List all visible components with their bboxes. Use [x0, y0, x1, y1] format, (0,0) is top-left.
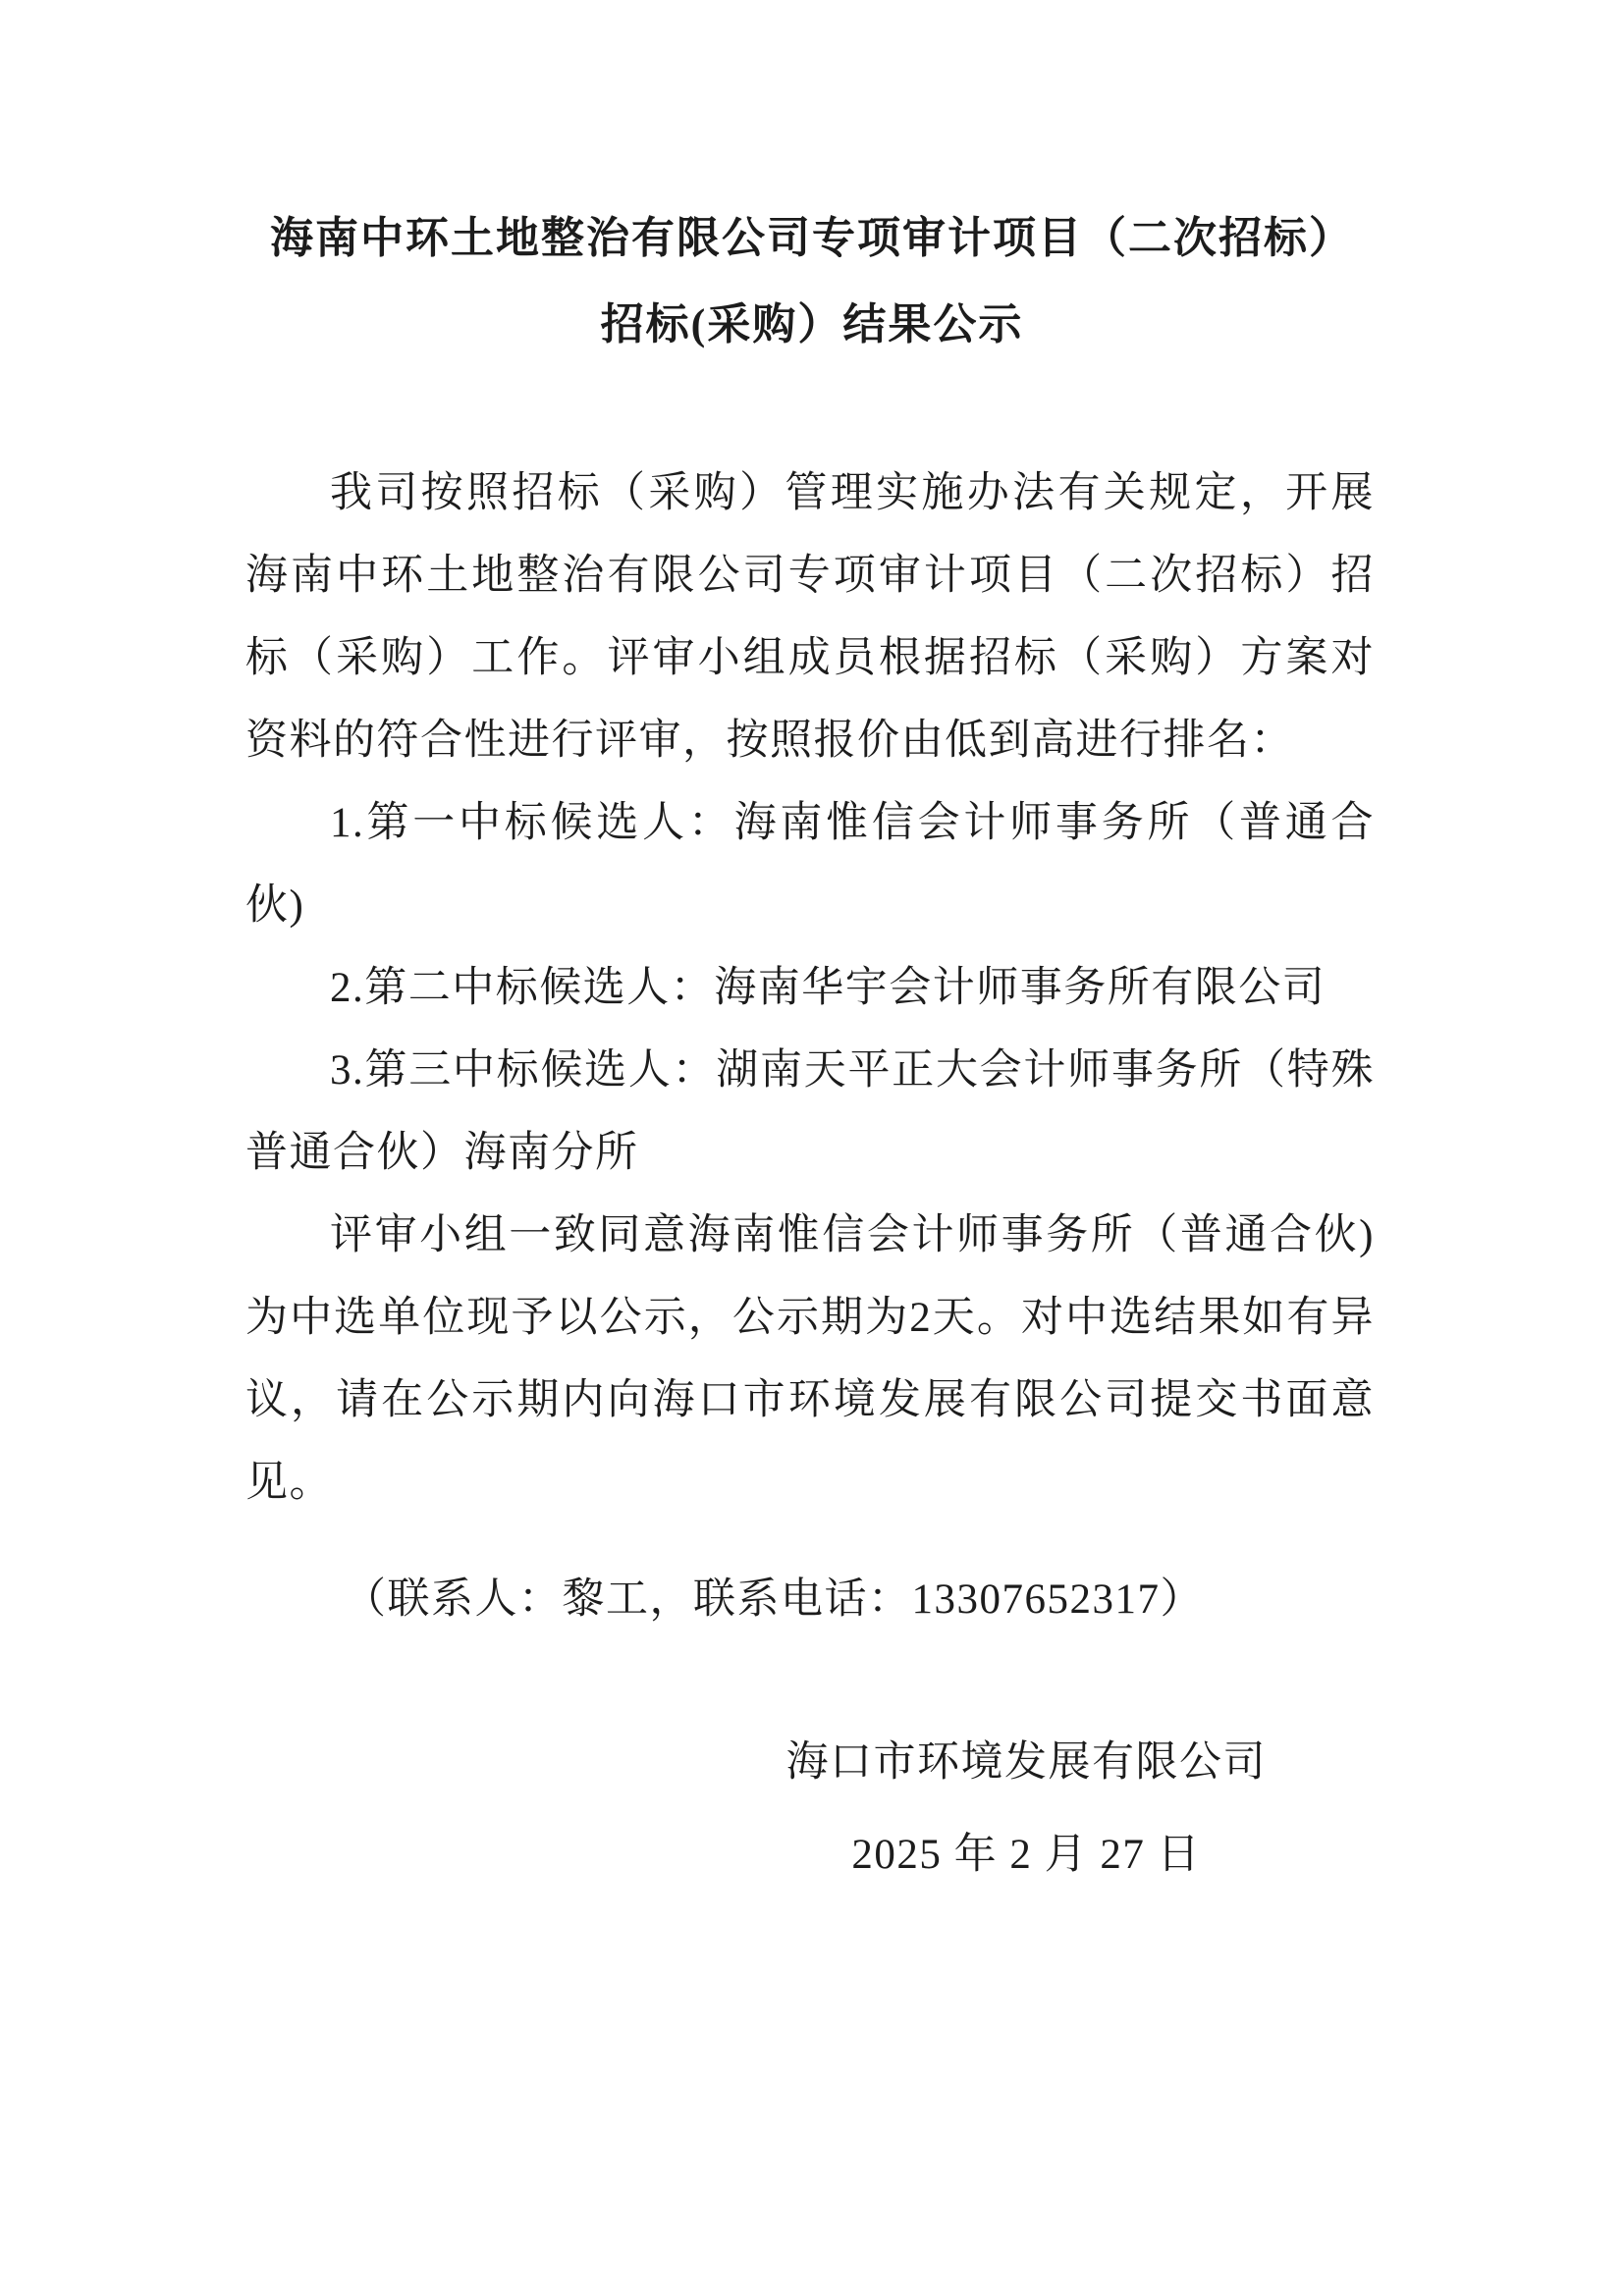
document-title-line2: 招标(采购）结果公示 — [600, 300, 1024, 348]
intro-paragraph: 我司按照招标（采购）管理实施办法有关规定，开展海南中环土地整治有限公司专项审计项目（二次招标）招标（采购）工作。评审小组成员根据招标（采购）方案对资料的符合性进行评审，按照报价由低到高进行排名： — [245, 470, 1375, 764]
signature-company: 海口市环境发展有限公司 — [785, 1739, 1267, 1786]
document-body — [245, 453, 1375, 1524]
signature-date: 2025 年 2 月 27 日 — [851, 1832, 1202, 1878]
document-title-line1: 海南中环土地整治有限公司专项审计项目（二次招标） — [270, 214, 1354, 262]
candidate-item-3: 3.第三中标候选人：湖南天平正大会计师事务所（特殊普通合伙）海南分所 — [245, 1047, 1375, 1176]
candidate-item-2: 2.第二中标候选人：海南华宇会计师事务所有限公司 — [330, 965, 1326, 1011]
result-paragraph: 评审小组一致同意海南惟信会计师事务所（普通合伙)为中选单位现予以公示，公示期为2天。对中选结果如有异议，请在公示期内向海口市环境发展有限公司提交书面意见。 — [245, 1212, 1375, 1506]
candidate-item-1: 1.第一中标候选人：海南惟信会计师事务所（普通合伙) — [245, 800, 1375, 929]
document-title — [0, 0, 1624, 368]
contact-line: （联系人：黎工，联系电话：13307652317） — [344, 1576, 1204, 1623]
signature-block — [786, 1722, 1268, 1896]
